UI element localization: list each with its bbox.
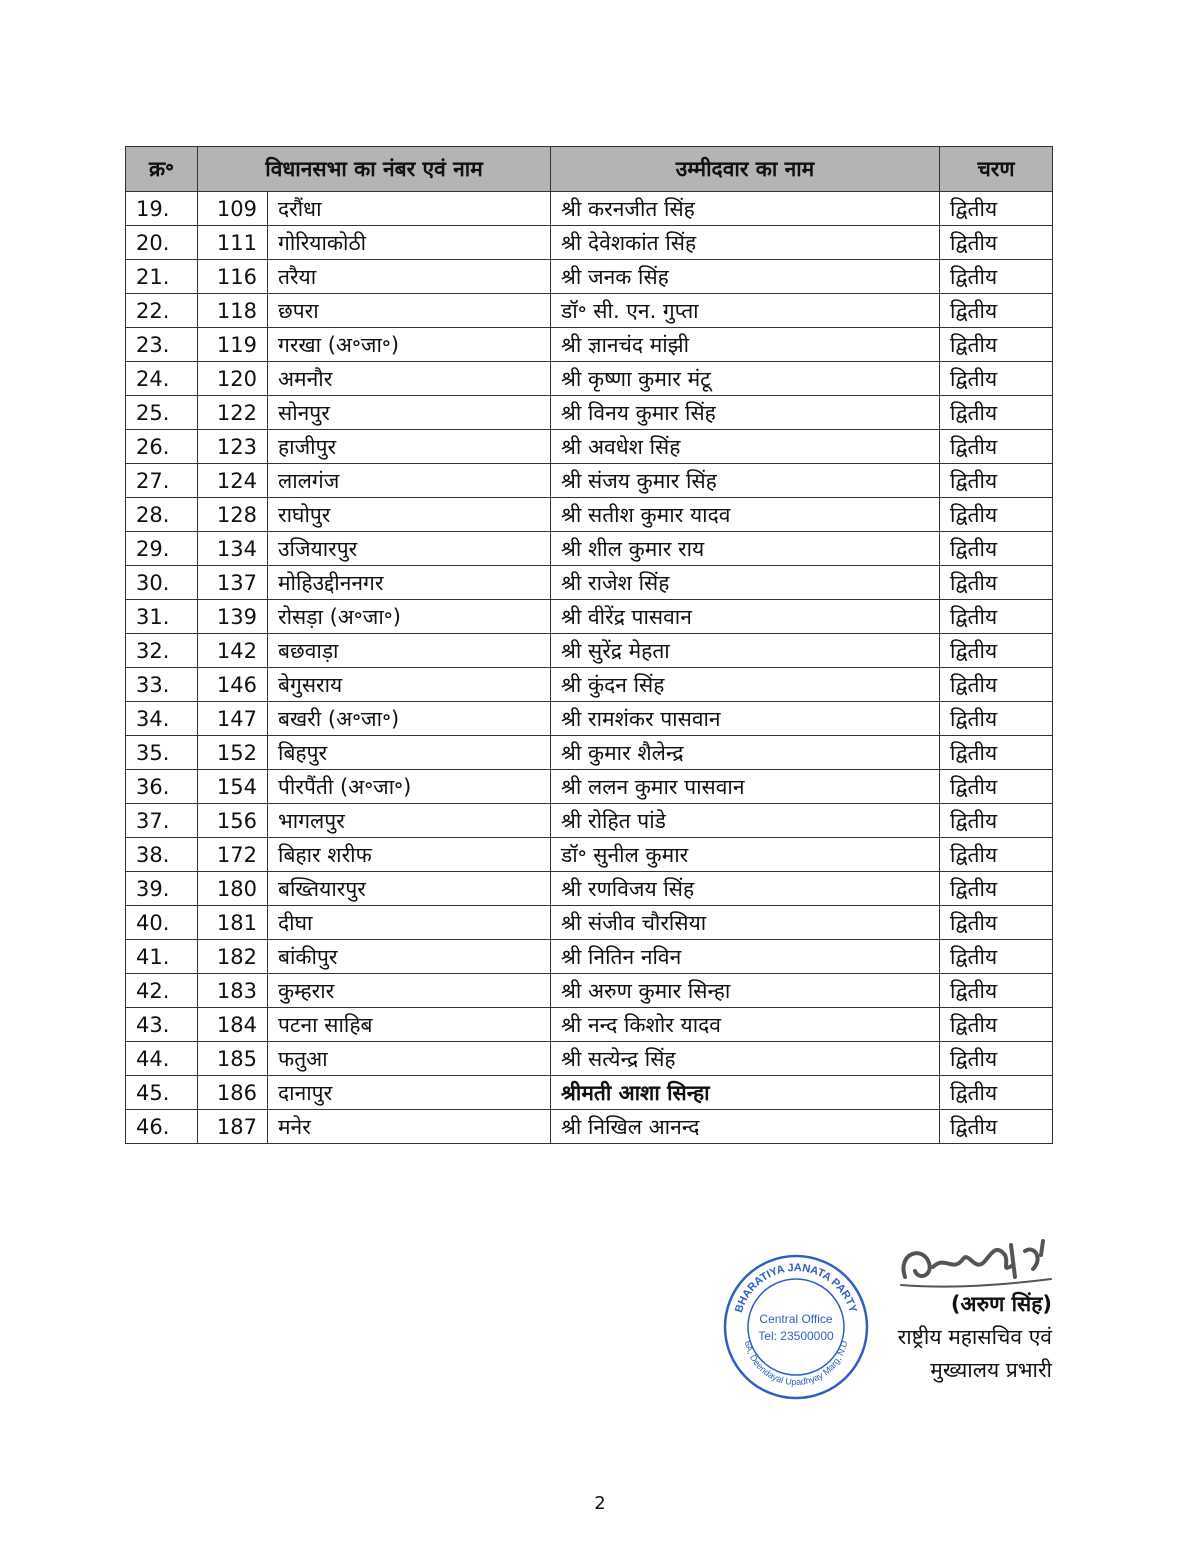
row-constituency-number: 180 xyxy=(198,872,268,906)
row-serial: 37. xyxy=(126,804,198,838)
row-phase: द्वितीय xyxy=(940,464,1053,498)
signature-block xyxy=(700,1215,1060,1415)
row-constituency-number: 186 xyxy=(198,1076,268,1110)
row-phase: द्वितीय xyxy=(940,974,1053,1008)
row-candidate-name: श्री ज्ञानचंद मांझी xyxy=(551,328,940,362)
row-phase: द्वितीय xyxy=(940,1110,1053,1144)
row-candidate-name: श्री कुमार शैलेन्द्र xyxy=(551,736,940,770)
table-row xyxy=(126,1008,1053,1042)
row-candidate-name: श्री नितिन नविन xyxy=(551,940,940,974)
row-constituency-number: 123 xyxy=(198,430,268,464)
row-constituency-number: 147 xyxy=(198,702,268,736)
row-constituency-name: तरैया xyxy=(268,260,551,294)
signatory-name: (अरुण सिंह) xyxy=(950,1292,1052,1316)
table-row xyxy=(126,566,1053,600)
row-candidate-name: श्री रामशंकर पासवान xyxy=(551,702,940,736)
row-constituency-number: 124 xyxy=(198,464,268,498)
row-phase: द्वितीय xyxy=(940,906,1053,940)
row-phase: द्वितीय xyxy=(940,804,1053,838)
row-constituency-number: 109 xyxy=(198,192,268,226)
seal-line1: Central Office xyxy=(759,1312,833,1326)
candidate-table xyxy=(125,146,1053,1144)
table-row xyxy=(126,940,1053,974)
row-phase: द्वितीय xyxy=(940,294,1053,328)
row-constituency-name: कुम्हरार xyxy=(268,974,551,1008)
row-serial: 42. xyxy=(126,974,198,1008)
row-constituency-name: भागलपुर xyxy=(268,804,551,838)
row-candidate-name: श्री शील कुमार राय xyxy=(551,532,940,566)
row-constituency-name: लालगंज xyxy=(268,464,551,498)
row-candidate-name: श्री रोहित पांडे xyxy=(551,804,940,838)
row-phase: द्वितीय xyxy=(940,872,1053,906)
row-constituency-number: 137 xyxy=(198,566,268,600)
row-phase: द्वितीय xyxy=(940,736,1053,770)
row-constituency-number: 134 xyxy=(198,532,268,566)
row-constituency-name: बेगुसराय xyxy=(268,668,551,702)
header-candidate: उम्मीदवार का नाम xyxy=(551,147,940,192)
row-serial: 45. xyxy=(126,1076,198,1110)
row-constituency-name: मोहिउद्दीननगर xyxy=(268,566,551,600)
row-constituency-number: 120 xyxy=(198,362,268,396)
row-constituency-name: गोरियाकोठी xyxy=(268,226,551,260)
row-constituency-name: रोसड़ा (अ॰जा॰) xyxy=(268,600,551,634)
row-candidate-name: श्री वीरेंद्र पासवान xyxy=(551,600,940,634)
row-candidate-name: श्री सुरेंद्र मेहता xyxy=(551,634,940,668)
row-constituency-name: छपरा xyxy=(268,294,551,328)
row-serial: 21. xyxy=(126,260,198,294)
header-phase: चरण xyxy=(940,147,1053,192)
table-row xyxy=(126,600,1053,634)
row-candidate-name: श्री विनय कुमार सिंह xyxy=(551,396,940,430)
table-row xyxy=(126,498,1053,532)
table-row xyxy=(126,430,1053,464)
row-constituency-name: दरौंधा xyxy=(268,192,551,226)
row-constituency-name: हाजीपुर xyxy=(268,430,551,464)
row-candidate-name: श्री जनक सिंह xyxy=(551,260,940,294)
row-constituency-number: 116 xyxy=(198,260,268,294)
row-serial: 19. xyxy=(126,192,198,226)
row-constituency-name: फतुआ xyxy=(268,1042,551,1076)
table-row xyxy=(126,872,1053,906)
row-phase: द्वितीय xyxy=(940,770,1053,804)
table-row xyxy=(126,974,1053,1008)
table-row xyxy=(126,838,1053,872)
row-candidate-name: श्रीमती आशा सिन्हा xyxy=(551,1076,940,1110)
row-candidate-name: श्री निखिल आनन्द xyxy=(551,1110,940,1144)
row-candidate-name: श्री करनजीत सिंह xyxy=(551,192,940,226)
table-row xyxy=(126,532,1053,566)
row-constituency-number: 139 xyxy=(198,600,268,634)
table-row xyxy=(126,396,1053,430)
row-serial: 20. xyxy=(126,226,198,260)
row-serial: 34. xyxy=(126,702,198,736)
row-serial: 30. xyxy=(126,566,198,600)
row-constituency-name: बछवाड़ा xyxy=(268,634,551,668)
row-phase: द्वितीय xyxy=(940,600,1053,634)
row-constituency-name: दीघा xyxy=(268,906,551,940)
row-candidate-name: श्री सतीश कुमार यादव xyxy=(551,498,940,532)
row-constituency-number: 142 xyxy=(198,634,268,668)
row-serial: 43. xyxy=(126,1008,198,1042)
table-row xyxy=(126,328,1053,362)
table-header-row xyxy=(126,147,1053,192)
row-phase: द्वितीय xyxy=(940,362,1053,396)
table-row xyxy=(126,1076,1053,1110)
row-constituency-number: 172 xyxy=(198,838,268,872)
seal-line2: Tel: 23500000 xyxy=(758,1329,834,1343)
table-row xyxy=(126,1110,1053,1144)
row-constituency-number: 122 xyxy=(198,396,268,430)
party-seal xyxy=(722,1253,870,1401)
row-constituency-name: बिहार शरीफ xyxy=(268,838,551,872)
table-row xyxy=(126,736,1053,770)
row-phase: द्वितीय xyxy=(940,702,1053,736)
row-phase: द्वितीय xyxy=(940,192,1053,226)
row-candidate-name: डॉ॰ सुनील कुमार xyxy=(551,838,940,872)
row-candidate-name: श्री देवेशकांत सिंह xyxy=(551,226,940,260)
row-candidate-name: डॉ॰ सी. एन. गुप्ता xyxy=(551,294,940,328)
row-serial: 41. xyxy=(126,940,198,974)
row-serial: 32. xyxy=(126,634,198,668)
table-row xyxy=(126,1042,1053,1076)
row-candidate-name: श्री कृष्णा कुमार मंटू xyxy=(551,362,940,396)
seal-ring-text: BHARATIYA JANATA PARTY xyxy=(733,1261,859,1315)
row-candidate-name: श्री संजीव चौरसिया xyxy=(551,906,940,940)
row-serial: 25. xyxy=(126,396,198,430)
row-phase: द्वितीय xyxy=(940,634,1053,668)
row-constituency-number: 118 xyxy=(198,294,268,328)
row-constituency-name: सोनपुर xyxy=(268,396,551,430)
row-serial: 38. xyxy=(126,838,198,872)
svg-text:6A, Deendayal Upadhyay Marg, N xyxy=(743,1339,850,1387)
row-serial: 36. xyxy=(126,770,198,804)
table-row xyxy=(126,668,1053,702)
row-constituency-number: 128 xyxy=(198,498,268,532)
row-serial: 44. xyxy=(126,1042,198,1076)
row-phase: द्वितीय xyxy=(940,532,1053,566)
table-row xyxy=(126,702,1053,736)
row-constituency-name: अमनौर xyxy=(268,362,551,396)
row-phase: द्वितीय xyxy=(940,260,1053,294)
row-constituency-name: पटना साहिब xyxy=(268,1008,551,1042)
table-row xyxy=(126,804,1053,838)
page-number: 2 xyxy=(594,1493,606,1514)
row-serial: 40. xyxy=(126,906,198,940)
row-serial: 27. xyxy=(126,464,198,498)
row-constituency-number: 182 xyxy=(198,940,268,974)
row-serial: 26. xyxy=(126,430,198,464)
row-constituency-number: 185 xyxy=(198,1042,268,1076)
table-row xyxy=(126,362,1053,396)
header-constituency: विधानसभा का नंबर एवं नाम xyxy=(198,147,551,192)
row-constituency-name: बिहपुर xyxy=(268,736,551,770)
row-candidate-name: श्री रणविजय सिंह xyxy=(551,872,940,906)
row-constituency-name: बख्तियारपुर xyxy=(268,872,551,906)
signatory-designation-line2: मुख्यालय प्रभारी xyxy=(930,1358,1052,1382)
signatory-designation-line1: राष्ट्रीय महासचिव एवं xyxy=(897,1325,1052,1349)
row-constituency-name: राघोपुर xyxy=(268,498,551,532)
row-constituency-number: 183 xyxy=(198,974,268,1008)
row-serial: 35. xyxy=(126,736,198,770)
row-serial: 22. xyxy=(126,294,198,328)
table-row xyxy=(126,770,1053,804)
row-phase: द्वितीय xyxy=(940,1076,1053,1110)
row-constituency-number: 119 xyxy=(198,328,268,362)
row-candidate-name: श्री अवधेश सिंह xyxy=(551,430,940,464)
row-serial: 33. xyxy=(126,668,198,702)
row-constituency-number: 181 xyxy=(198,906,268,940)
row-serial: 31. xyxy=(126,600,198,634)
row-serial: 39. xyxy=(126,872,198,906)
row-constituency-number: 187 xyxy=(198,1110,268,1144)
row-constituency-number: 152 xyxy=(198,736,268,770)
row-phase: द्वितीय xyxy=(940,940,1053,974)
row-constituency-name: बखरी (अ॰जा॰) xyxy=(268,702,551,736)
row-candidate-name: श्री सत्येन्द्र सिंह xyxy=(551,1042,940,1076)
row-candidate-name: श्री अरुण कुमार सिन्हा xyxy=(551,974,940,1008)
row-phase: द्वितीय xyxy=(940,396,1053,430)
row-serial: 28. xyxy=(126,498,198,532)
row-phase: द्वितीय xyxy=(940,1042,1053,1076)
table-body xyxy=(126,192,1053,1144)
row-serial: 23. xyxy=(126,328,198,362)
row-phase: द्वितीय xyxy=(940,328,1053,362)
row-constituency-name: दानापुर xyxy=(268,1076,551,1110)
row-phase: द्वितीय xyxy=(940,226,1053,260)
table-row xyxy=(126,260,1053,294)
row-serial: 29. xyxy=(126,532,198,566)
row-candidate-name: श्री संजय कुमार सिंह xyxy=(551,464,940,498)
table-row xyxy=(126,226,1053,260)
row-phase: द्वितीय xyxy=(940,566,1053,600)
row-constituency-name: पीरपैंती (अ॰जा॰) xyxy=(268,770,551,804)
row-candidate-name: श्री कुंदन सिंह xyxy=(551,668,940,702)
row-serial: 24. xyxy=(126,362,198,396)
row-constituency-name: बांकीपुर xyxy=(268,940,551,974)
row-constituency-name: उजियारपुर xyxy=(268,532,551,566)
row-serial: 46. xyxy=(126,1110,198,1144)
row-constituency-number: 156 xyxy=(198,804,268,838)
row-constituency-name: मनेर xyxy=(268,1110,551,1144)
row-phase: द्वितीय xyxy=(940,838,1053,872)
row-constituency-number: 146 xyxy=(198,668,268,702)
table-row xyxy=(126,906,1053,940)
row-phase: द्वितीय xyxy=(940,668,1053,702)
row-constituency-number: 111 xyxy=(198,226,268,260)
table-row xyxy=(126,464,1053,498)
row-constituency-number: 184 xyxy=(198,1008,268,1042)
row-constituency-number: 154 xyxy=(198,770,268,804)
row-phase: द्वितीय xyxy=(940,498,1053,532)
table-row xyxy=(126,192,1053,226)
table-row xyxy=(126,634,1053,668)
header-serial: क्र॰ xyxy=(126,147,198,192)
row-constituency-name: गरखा (अ॰जा॰) xyxy=(268,328,551,362)
seal-address: 6A, Deendayal Upadhyay Marg, N.D xyxy=(742,1339,850,1388)
row-candidate-name: श्री नन्द किशोर यादव xyxy=(551,1008,940,1042)
row-candidate-name: श्री ललन कुमार पासवान xyxy=(551,770,940,804)
row-candidate-name: श्री राजेश सिंह xyxy=(551,566,940,600)
table-row xyxy=(126,294,1053,328)
row-phase: द्वितीय xyxy=(940,430,1053,464)
row-phase: द्वितीय xyxy=(940,1008,1053,1042)
